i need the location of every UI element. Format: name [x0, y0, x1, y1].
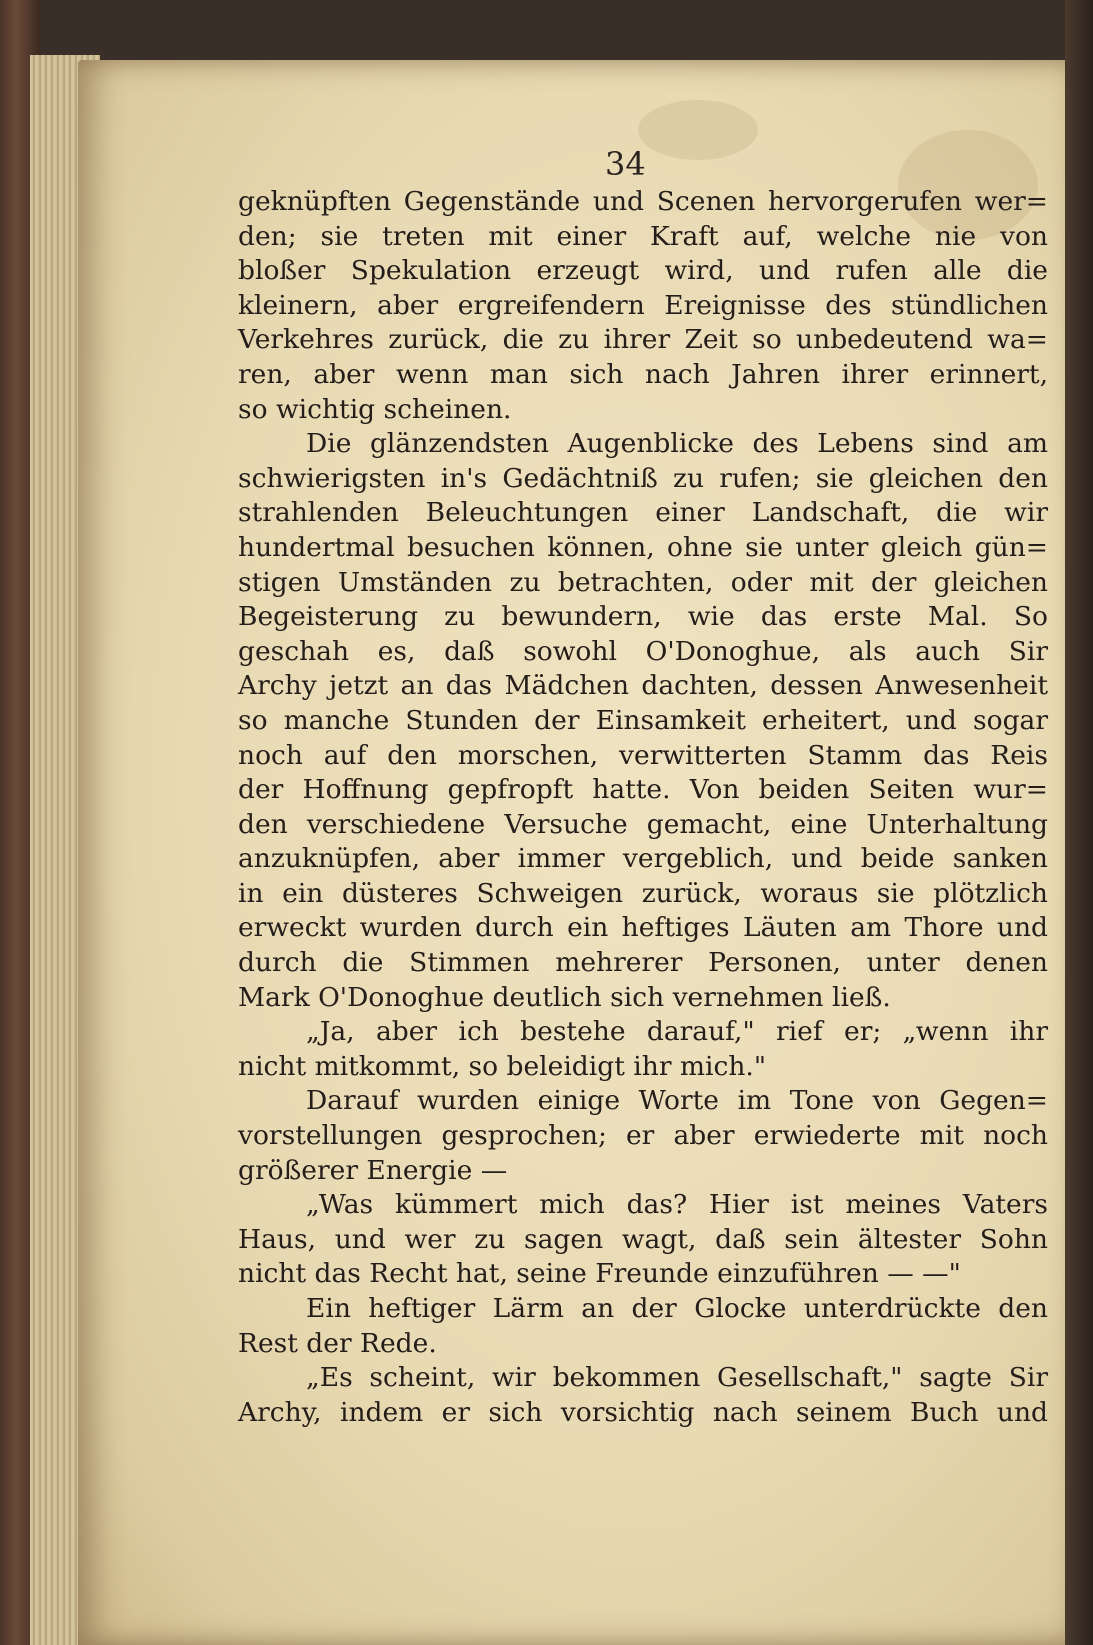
text-line: Archy jetzt an das Mädchen dachten, dessen Anwesenheit: [238, 670, 1048, 702]
text-line: strahlenden Beleuchtungen einer Landschaft, die wir: [238, 497, 1048, 529]
text-line: kleinern, aber ergreifendern Ereignisse des stündlichen: [238, 289, 1048, 321]
text-line: geknüpften Gegenstände und Scenen hervorgerufen wer=: [238, 186, 1048, 217]
text-line: „Ja, aber ich bestehe darauf," rief er; „wenn ihr: [306, 1016, 1048, 1048]
text-line: „Was kümmert mich das? Hier ist meines Vaters: [306, 1189, 1048, 1221]
text-line: anzuknüpfen, aber immer vergeblich, und beide sanken: [238, 843, 1048, 875]
text-line: Archy, indem er sich vorsichtig nach seinem Buch und: [238, 1396, 1048, 1428]
text-line: größerer Energie —: [238, 1154, 508, 1186]
text-line: in ein düsteres Schweigen zurück, woraus sie plötzlich: [238, 877, 1048, 909]
page-number: 34: [605, 145, 646, 183]
text-line: der Hoffnung gepfropft hatte. Von beiden Seiten wur=: [238, 774, 1048, 806]
text-line: Rest der Rede.: [238, 1327, 437, 1359]
text-line: schwierigsten in's Gedächtniß zu rufen; sie gleichen den: [238, 462, 1048, 494]
text-line: geschah es, daß sowohl O'Donoghue, als auch Sir: [238, 635, 1048, 667]
text-line: Haus, und wer zu sagen wagt, daß sein ältester Sohn: [238, 1223, 1048, 1255]
text-line: erweckt wurden durch ein heftiges Läuten am Thore und: [238, 912, 1048, 944]
text-line: Darauf wurden einige Worte im Tone von Gegen=: [306, 1085, 1048, 1117]
text-line: stigen Umständen zu betrachten, oder mit der gleichen: [238, 566, 1048, 598]
text-line: nicht mitkommt, so beleidigt ihr mich.": [238, 1050, 767, 1082]
text-line: Verkehres zurück, die zu ihrer Zeit so unbedeutend wa=: [238, 324, 1048, 356]
text-line: vorstellungen gesprochen; er aber erwiederte mit noch: [238, 1120, 1048, 1152]
text-line: so manche Stunden der Einsamkeit erheitert, und sogar: [238, 704, 1048, 736]
page-text: [238, 185, 1048, 1430]
text-line: durch die Stimmen mehrerer Personen, unter denen: [238, 947, 1048, 979]
book-right-edge: [1065, 0, 1093, 1645]
text-line: nicht das Recht hat, seine Freunde einzuführen — —": [238, 1258, 961, 1290]
text-line: Die glänzendsten Augenblicke des Lebens sind am: [306, 428, 1048, 460]
text-line: Ein heftiger Lärm an der Glocke unterdrückte den: [306, 1293, 1048, 1324]
text-line: den; sie treten mit einer Kraft auf, welche nie von: [238, 220, 1048, 252]
text-line: Begeisterung zu bewundern, wie das erste Mal. So: [238, 601, 1048, 633]
text-line: den verschiedene Versuche gemacht, eine Unterhaltung: [238, 808, 1048, 840]
text-line: „Es scheint, wir bekommen Gesellschaft," sagte Sir: [306, 1362, 1048, 1394]
text-line: noch auf den morschen, verwitterten Stamm das Reis: [238, 739, 1048, 771]
text-line: ren, aber wenn man sich nach Jahren ihrer erinnert,: [238, 358, 1048, 390]
text-line: so wichtig scheinen.: [238, 393, 512, 425]
text-line: Mark O'Donoghue deutlich sich vernehmen ließ.: [238, 981, 891, 1013]
text-line: bloßer Spekulation erzeugt wird, und rufen alle die: [238, 255, 1048, 287]
text-line: hundertmal besuchen können, ohne sie unter gleich gün=: [238, 531, 1048, 563]
